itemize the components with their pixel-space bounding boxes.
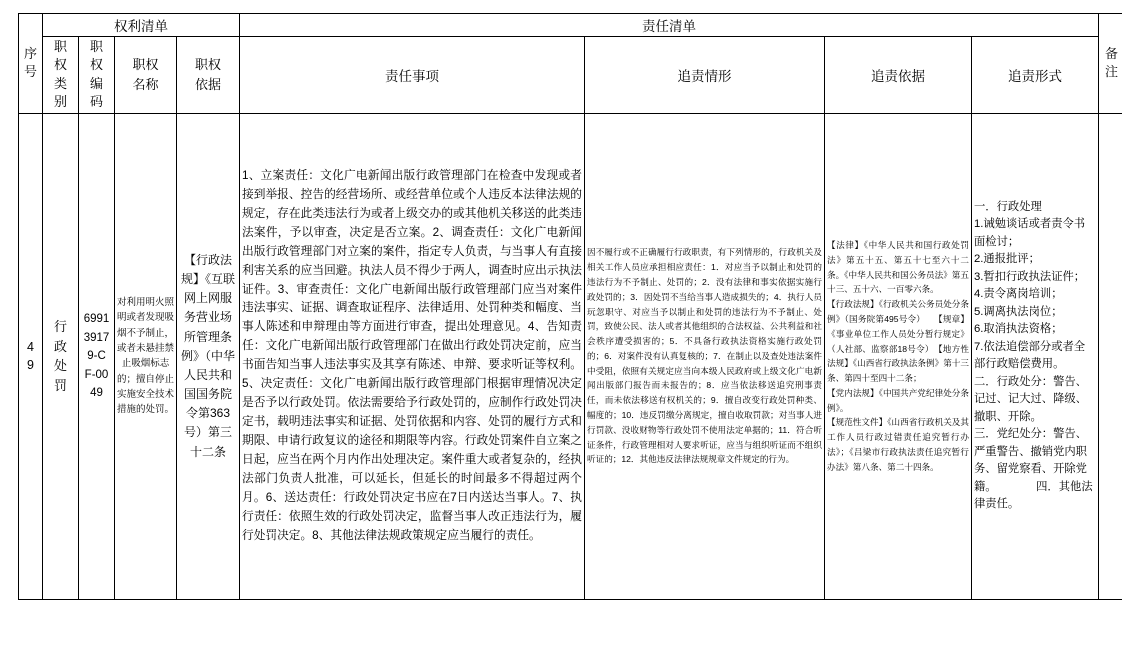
paragraph: 7.依法追偿部分或者全部行政赔偿费用。 [974,339,1096,374]
header-seq [19,14,43,114]
table-row [19,113,1122,599]
paragraph: 6.取消执法资格； [974,321,1096,339]
header-seq-char-1: 序 [21,45,40,63]
header-duty-list: 责任清单 [240,14,1099,37]
header-power-list: 权利清单 [43,14,240,37]
cell-power-basis: 【行政法规】《互联网上网服务营业场所管理条例》（中华人民共和国国务院令第363号）第三十二条 [177,113,240,599]
cell-power-category: 行 政 处 罚 [43,113,79,599]
cell-duty-matters: 1、立案责任：文化广电新闻出版行政管理部门在检查中发现或者接到举报、控告的经营场所、或经营单位或个人违反本法律法规的规定，存在此类违法行为或者上级交办的或其他机关移送的此类违法案件，予以审查，决定是否立案。2、调查责任：文化广电新闻出版行政管理部门对立案的案件，指定专人负责，与当事人有直接利害关系的应当回避。执法人员不得少于两人，调查时应出示执法证件。3、审查责任：文化广电新闻出版行政管理部门应当对案件违法事实、证据、调查取证程序、法律适用、处罚种类和幅度、当事人陈述和申辩理由等方面进行审查，提出处理意见。4、告知责任：文化广电新闻出版行政管理部门在做出行政处罚决定前，应当书面告知当事人违法事实及其享有陈述、申辩、要求听证等权利。5、决定责任：文化广电新闻出版行政管理部门根据审理情况决定是否予以行政处罚。依法需要给予行政处罚的，应制作行政处罚决定书，载明违法事实和证据、处罚依据和内容、处罚的履行方式和期限、申请行政复议的途径和期限等内容。行政处罚案件自立案之日起，应当在两个月内作出处理决定。案件重大或者复杂的，经执法部门负责人批准，可以延长，但延长的时间最多不得超过两个月。6、送达责任：行政处罚决定书应在7日内送达当事人。7、执行责任：依照生效的行政处罚决定，监督当事人改正违法行为，履行处罚决定。8、其他法律法规政策规定应当履行的责任。 [240,113,585,599]
paragraph: 1.诫勉谈话或者责令书面检讨； [974,216,1096,251]
header-remark [1099,14,1122,114]
header-power-name: 职权 名称 [115,37,177,114]
header-remark-char-1: 备 [1101,45,1122,63]
paragraph: 二．行政处分：警告、记过、记大过、降级、撤职、开除。 [974,374,1096,427]
cell-power-name: 对利用明火照明或者发现吸烟不予制止，或者未悬挂禁止吸烟标志的；擅自停止实施安全技术措施的处罚。 [115,113,177,599]
header-seq-char-2: 号 [21,63,40,81]
cell-seq [19,113,43,599]
paragraph: 【党内法规】《中国共产党纪律处分条例》。 [827,386,969,416]
cell-accountability-form [972,113,1099,599]
document-sheet [0,13,1122,653]
header-remark-char-2: 注 [1101,63,1122,81]
header-power-basis: 职权 依据 [177,37,240,114]
paragraph: 4.责令离岗培训； [974,286,1096,304]
cell-seq-digit-1: 4 [21,338,40,357]
paragraph: 一．行政处理 [974,199,1096,217]
header-power-category: 职 权 类 别 [43,37,79,114]
cell-accountability-ground [825,113,972,599]
paragraph: 【行政法规】《行政机关公务员处分条例》（国务院第495号令） 【规章】《事业单位工作人员处分暂行规定》（人社部、监察部18号令） 【地方性法规】《山西省行政执法条例》第十三条、第四十至四十二条； [827,297,969,386]
table-header-row-2 [19,37,1122,114]
paragraph: 2.通报批评； [974,251,1096,269]
header-power-code: 职 权 编 码 [79,37,115,114]
paragraph: 三．党纪处分：警告、严重警告、撤销党内职务、留党察看、开除党籍。 四．其他法律责任。 [974,426,1096,514]
header-accountability-form: 追责形式 [972,37,1099,114]
power-responsibility-table [18,13,1122,600]
cell-power-code: 6991 3917 9-C F-00 49 [79,113,115,599]
header-duty-matters: 责任事项 [240,37,585,114]
cell-seq-digit-2: 9 [21,356,40,375]
table-header-row-1 [19,14,1122,37]
header-accountability-situation: 追责情形 [585,37,825,114]
paragraph: 3.暂扣行政执法证件； [974,269,1096,287]
paragraph: 【法律】《中华人民共和国行政处罚法》第五十五、第五十七至六十二条。《中华人民共和国公务员法》第五十三、五十六、一百零六条。 [827,238,969,297]
paragraph: 5.调离执法岗位； [974,304,1096,322]
paragraph: 【规范性文件】《山西省行政机关及其工作人员行政过错责任追究暂行办法》；《吕梁市行政执法责任追究暂行办法》第八条、第二十四条。 [827,415,969,474]
cell-accountability-situation: 因不履行或不正确履行行政职责，有下列情形的，行政机关及相关工作人员应承担相应责任：1．对应当予以制止和处罚的违法行为不予制止、处罚的；2．没有法律和事实依据实施行政处罚的；3．因处罚不当给当事人造成损失的；4．执行人员玩忽职守、对应当予以制止和处罚的违法行为不予制止、处罚，致使公民、法人或者其他组织的合法权益、公共利益和社会秩序遭受损害的；5．不具备行政执法资格实施行政处罚的；6．对案件没有认真复核的；7．在制止以及查处违法案件中受阻，依照有关规定应当向本级人民政府或上级文化广电新闻出版部门报告而未报告的；8．应当依法移送追究刑事责任，而未依法移送有权机关的；9．擅自改变行政处罚种类、幅度的；10．违反罚缴分离规定，擅自收取罚款；对当事人进行罚款、没收财物等行政处罚不使用法定单据的；11．符合听证条件，行政管理相对人要求听证，应当与组织听证而不组织听证的；12．其他违反法律法规规章文件规定的行为。 [585,113,825,599]
header-accountability-ground: 追责依据 [825,37,972,114]
cell-remark [1099,113,1122,599]
